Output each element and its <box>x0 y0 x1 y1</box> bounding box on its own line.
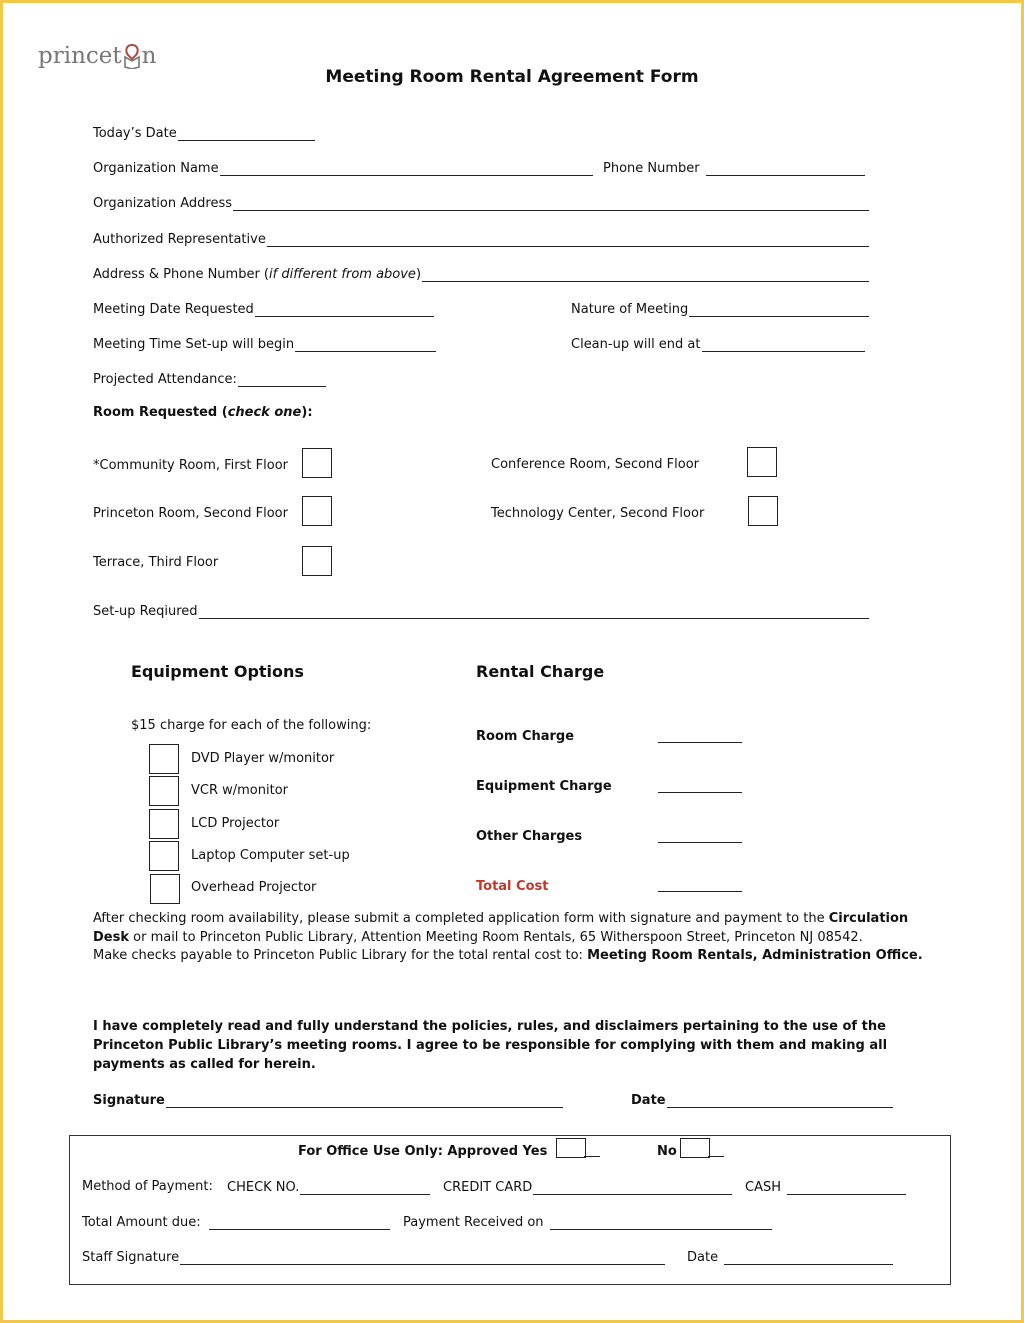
setup-time-field[interactable] <box>93 334 436 352</box>
equipment-charge-label: Equipment Charge <box>476 779 612 794</box>
instructions-text-3: Make checks payable to Princeton Public Library for the total rental cost to: <box>93 948 588 963</box>
room-charge-label: Room Charge <box>476 729 575 744</box>
dvd-player-checkbox[interactable] <box>149 744 179 774</box>
todays-date-field[interactable] <box>93 123 315 141</box>
lcd-projector-label: LCD Projector <box>191 816 280 831</box>
approved-yes-line <box>584 1142 600 1157</box>
staff-signature-label: Staff Signature <box>82 1250 180 1265</box>
equipment-charge-line[interactable] <box>658 778 742 793</box>
signature-line[interactable] <box>166 1093 563 1108</box>
princeton-logo <box>38 43 156 69</box>
todays-date-label: Today’s Date <box>93 126 177 141</box>
approved-no-line <box>708 1142 724 1157</box>
room-heading-suffix: ): <box>301 405 313 420</box>
phone-number-label: Phone Number <box>603 161 700 176</box>
total-due-label: Total Amount due: <box>82 1215 201 1230</box>
attendance-label: Projected Attendance: <box>93 372 237 387</box>
signature-label: Signature <box>93 1093 165 1108</box>
meeting-date-field[interactable] <box>93 299 434 317</box>
alt-address-note: if different from above <box>269 267 416 282</box>
laptop-label: Laptop Computer set-up <box>191 848 350 863</box>
laptop-checkbox[interactable] <box>149 841 179 871</box>
signature-field[interactable] <box>93 1090 563 1108</box>
cash-field[interactable] <box>745 1177 906 1195</box>
check-no-field[interactable] <box>227 1177 430 1195</box>
overhead-projector-checkbox[interactable] <box>150 874 180 904</box>
approved-yes-checkbox[interactable] <box>556 1138 586 1158</box>
terrace-label: Terrace, Third Floor <box>93 555 219 570</box>
cash-label: CASH <box>745 1180 781 1195</box>
org-name-field[interactable] <box>93 158 593 176</box>
check-no-line[interactable] <box>300 1180 430 1195</box>
staff-signature-field[interactable] <box>82 1247 665 1265</box>
terrace-checkbox[interactable] <box>302 546 332 576</box>
other-charges-label: Other Charges <box>476 829 583 844</box>
community-room-label: *Community Room, First Floor <box>93 458 288 473</box>
payable-to-text: Meeting Room Rentals, Administration Office. <box>587 948 923 963</box>
signature-date-field[interactable] <box>631 1090 893 1108</box>
staff-date-label: Date <box>687 1250 719 1265</box>
setup-time-line[interactable] <box>295 337 436 352</box>
community-room-checkbox[interactable] <box>302 448 332 478</box>
alt-address-prefix: Address & Phone Number ( <box>93 267 270 282</box>
instructions-text-1: After checking room availability, please submit a completed application form with signature and payment to the <box>93 911 829 926</box>
authorized-rep-label: Authorized Representative <box>93 232 266 247</box>
meeting-date-label: Meeting Date Requested <box>93 302 254 317</box>
office-use-section <box>69 1135 951 1285</box>
staff-signature-line[interactable] <box>180 1250 665 1265</box>
conference-room-checkbox[interactable] <box>747 447 777 477</box>
payment-received-field[interactable] <box>403 1212 772 1230</box>
room-heading-note: check one <box>227 405 302 420</box>
cash-line[interactable] <box>787 1180 906 1195</box>
overhead-projector-label: Overhead Projector <box>191 880 317 895</box>
attendance-field[interactable] <box>93 369 326 387</box>
setup-required-line[interactable] <box>199 604 869 619</box>
vcr-label: VCR w/monitor <box>191 783 289 798</box>
signature-date-label: Date <box>631 1093 666 1108</box>
credit-card-label: CREDIT CARD <box>443 1180 533 1195</box>
alt-address-field[interactable] <box>93 264 869 282</box>
total-due-field[interactable] <box>82 1212 390 1230</box>
library-logo-icon <box>122 43 142 69</box>
org-address-field[interactable] <box>93 193 869 211</box>
credit-card-line[interactable] <box>533 1180 732 1195</box>
org-address-label: Organization Address <box>93 196 233 211</box>
alt-address-line[interactable] <box>422 267 869 282</box>
authorized-rep-line[interactable] <box>267 232 869 247</box>
org-address-line[interactable] <box>233 196 869 211</box>
todays-date-line[interactable] <box>178 126 315 141</box>
lcd-projector-checkbox[interactable] <box>149 809 179 839</box>
vcr-checkbox[interactable] <box>149 776 179 806</box>
rental-charge-heading: Rental Charge <box>476 662 605 681</box>
room-requested-heading <box>93 405 313 420</box>
setup-required-label: Set-up Reqiured <box>93 604 198 619</box>
instructions-text-2: or mail to Princeton Public Library, Attention Meeting Room Rentals, 65 Witherspoon Street, Princeton NJ 08542. <box>129 929 863 945</box>
payment-method-label: Method of Payment: <box>82 1179 213 1194</box>
agreement-statement: I have completely read and fully understand the policies, rules, and disclaimers pertaining to the use of the Princeton Public Library’s meeting rooms. I agree to be responsible for complying with them and making all payments as called for herein. <box>93 1019 888 1072</box>
total-due-line[interactable] <box>209 1215 390 1230</box>
nature-of-meeting-line[interactable] <box>689 302 869 317</box>
cleanup-time-label: Clean-up will end at <box>571 337 701 352</box>
cleanup-time-field[interactable] <box>571 334 865 352</box>
office-approved-label: For Office Use Only: Approved Yes <box>298 1144 548 1159</box>
org-name-label: Organization Name <box>93 161 219 176</box>
logo-text-end: n <box>141 43 157 69</box>
circulation-desk-text: Circulation Desk <box>93 911 909 945</box>
alt-address-label <box>93 267 421 282</box>
total-cost-line[interactable] <box>658 877 742 892</box>
org-name-line[interactable] <box>220 161 593 176</box>
nature-of-meeting-field[interactable] <box>571 299 869 317</box>
form-title: Meeting Room Rental Agreement Form <box>325 67 699 87</box>
princeton-room-checkbox[interactable] <box>302 496 332 526</box>
submission-instructions <box>93 910 943 966</box>
technology-center-label: Technology Center, Second Floor <box>491 506 705 521</box>
check-no-label: CHECK NO. <box>227 1180 300 1195</box>
other-charges-line[interactable] <box>658 828 742 843</box>
setup-time-label: Meeting Time Set-up will begin <box>93 337 295 352</box>
attendance-line[interactable] <box>238 372 326 387</box>
total-cost-label: Total Cost <box>476 879 549 894</box>
princeton-room-label: Princeton Room, Second Floor <box>93 506 288 521</box>
payment-received-label: Payment Received on <box>403 1215 544 1230</box>
room-heading-prefix: Room Requested ( <box>93 405 228 420</box>
signature-date-line[interactable] <box>667 1093 893 1108</box>
office-no-label: No <box>657 1144 677 1159</box>
staff-date-field[interactable] <box>687 1247 893 1265</box>
payment-received-line[interactable] <box>550 1215 772 1230</box>
phone-number-field[interactable] <box>603 158 865 176</box>
phone-number-line[interactable] <box>706 161 865 176</box>
approved-no-checkbox[interactable] <box>680 1138 710 1158</box>
authorized-rep-field[interactable] <box>93 229 869 247</box>
alt-address-suffix: ) <box>415 267 422 282</box>
meeting-date-line[interactable] <box>255 302 434 317</box>
technology-center-checkbox[interactable] <box>748 496 778 526</box>
nature-of-meeting-label: Nature of Meeting <box>571 302 689 317</box>
cleanup-time-line[interactable] <box>702 337 866 352</box>
room-charge-line[interactable] <box>658 728 742 743</box>
conference-room-label: Conference Room, Second Floor <box>491 457 700 472</box>
credit-card-field[interactable] <box>443 1177 732 1195</box>
staff-date-line[interactable] <box>724 1250 893 1265</box>
equipment-intro: $15 charge for each of the following: <box>131 718 372 733</box>
equipment-heading: Equipment Options <box>131 662 304 681</box>
setup-required-field[interactable] <box>93 601 869 619</box>
dvd-player-label: DVD Player w/monitor <box>191 751 335 766</box>
logo-text-start: princet <box>38 43 122 69</box>
